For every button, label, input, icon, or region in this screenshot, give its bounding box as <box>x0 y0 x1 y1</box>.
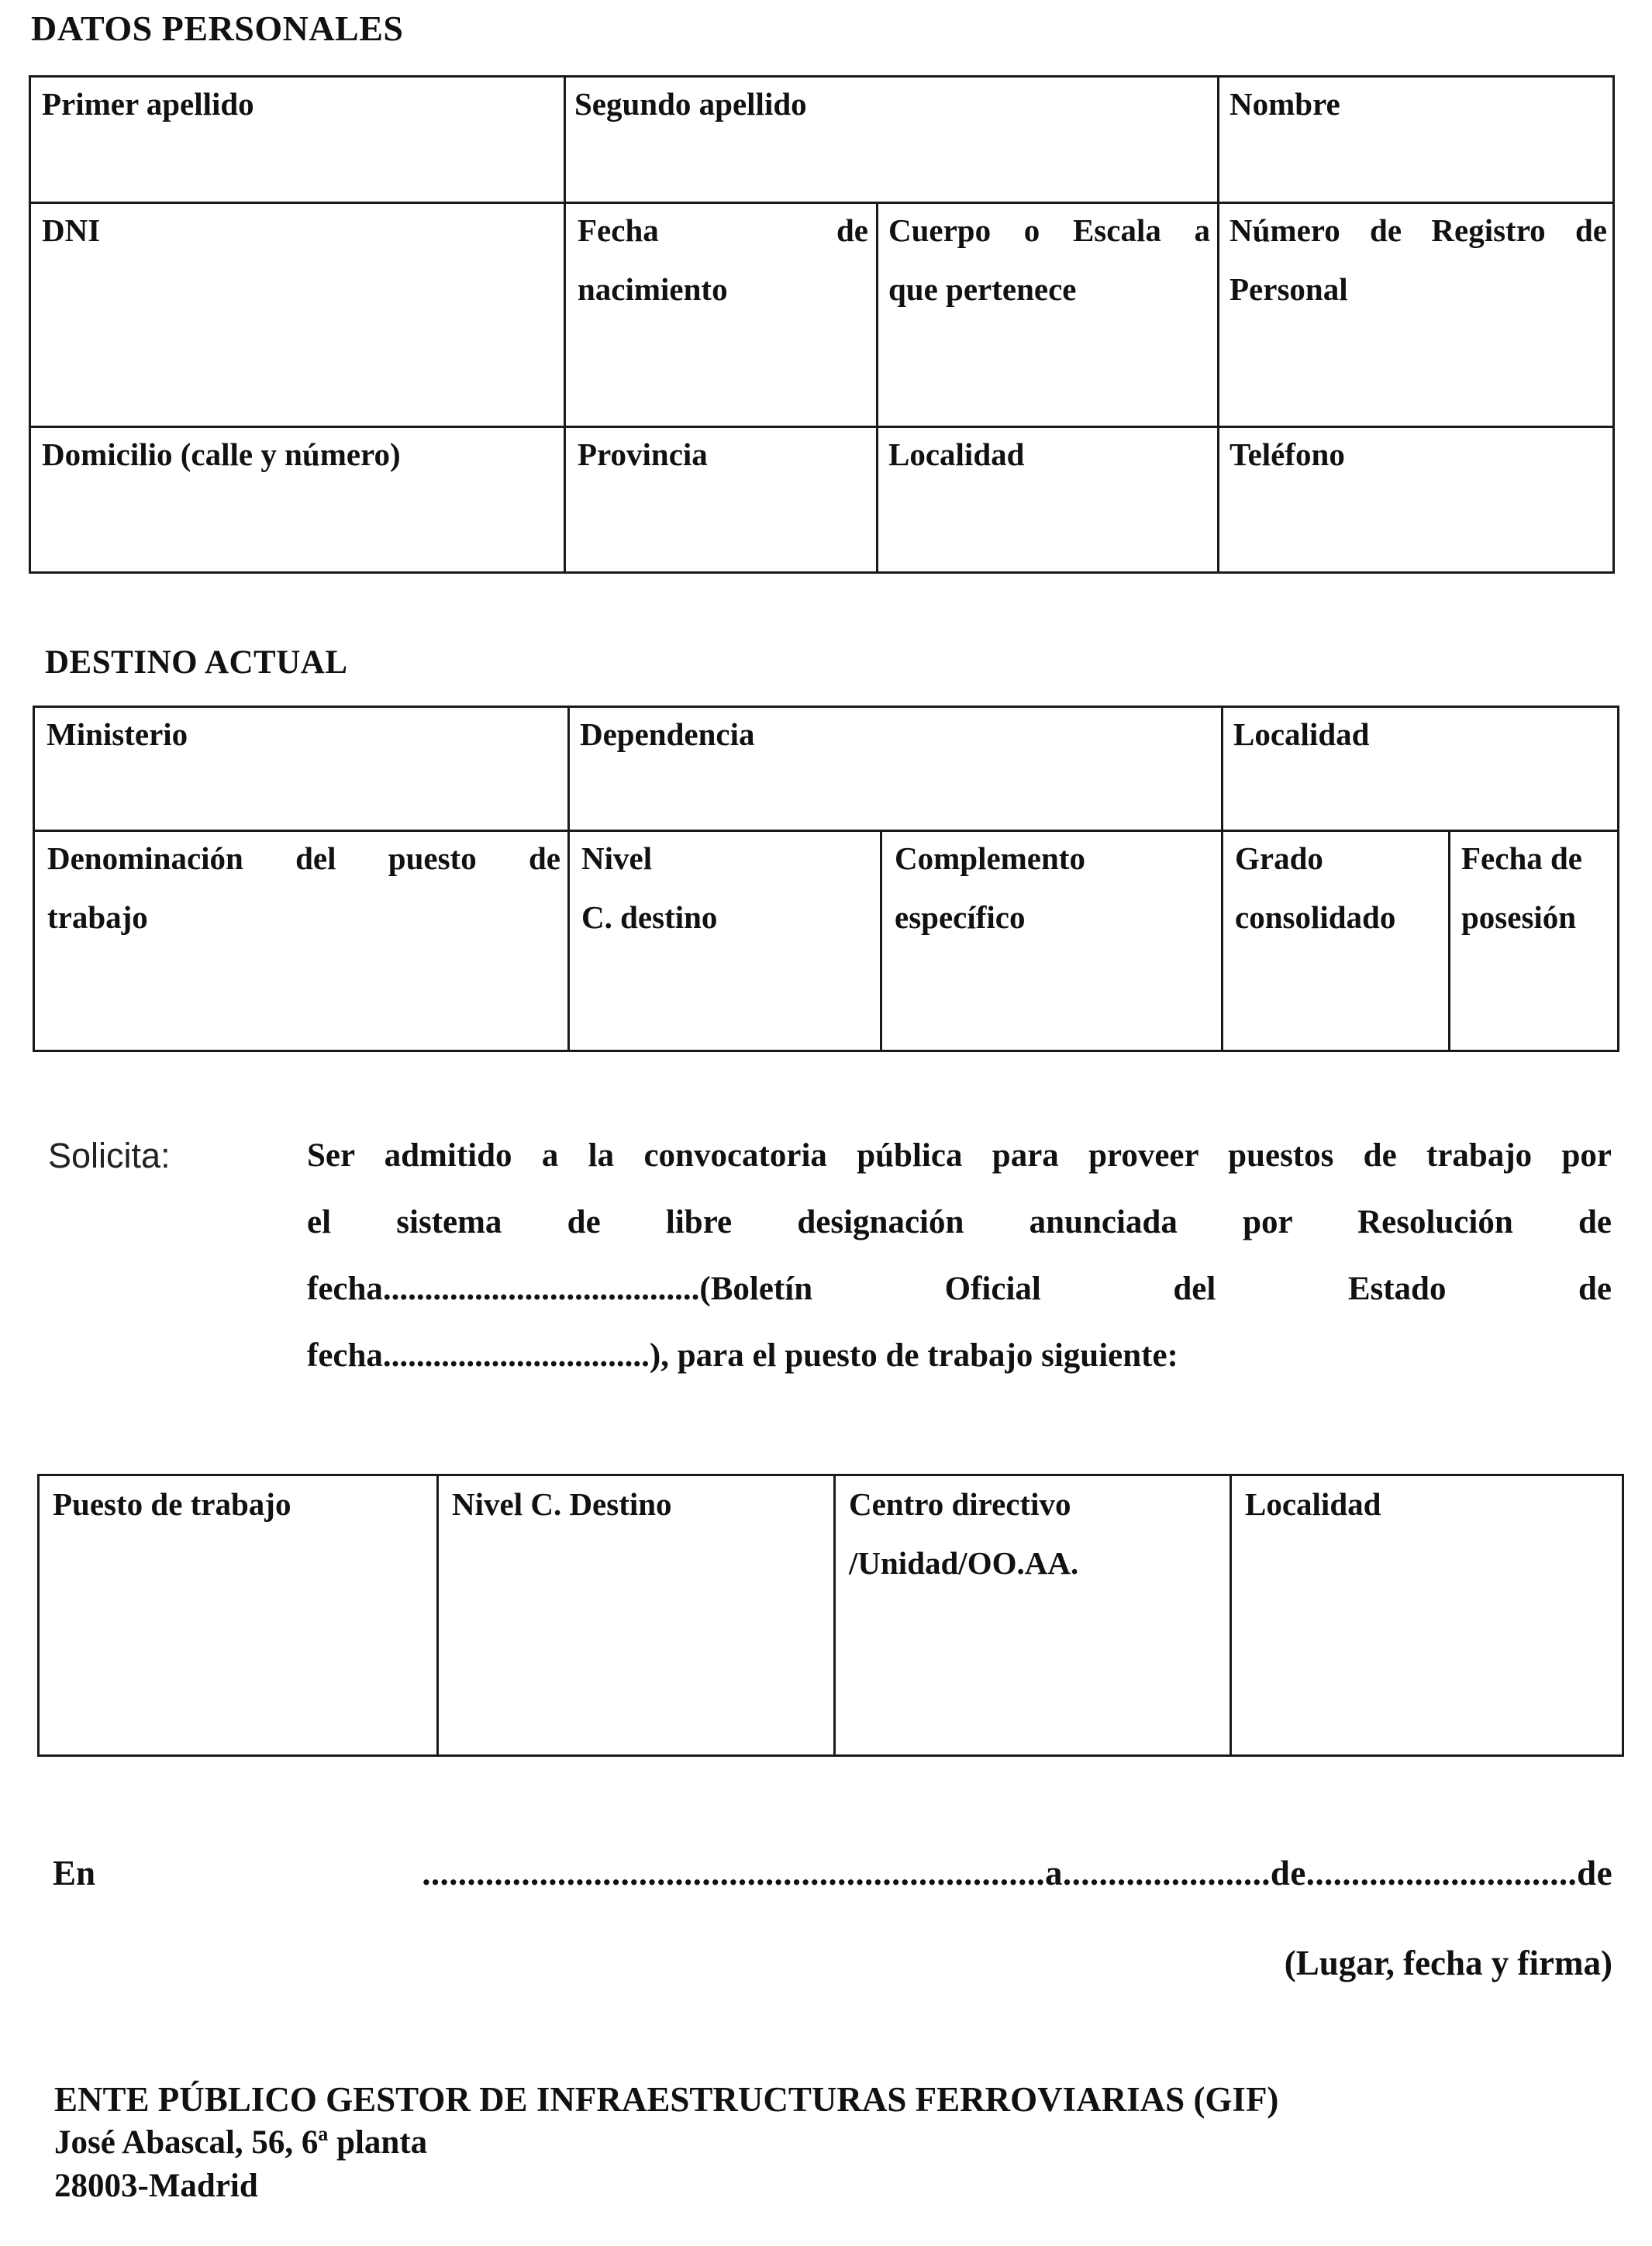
solicita-line-4: fecha................................), para el puesto de trabajo siguiente: <box>307 1337 1178 1374</box>
telefono-label: Teléfono <box>1230 436 1345 472</box>
nivel-label-2: C. destino <box>581 899 718 935</box>
puesto-trabajo-label: Puesto de trabajo <box>53 1486 291 1522</box>
nivel-c-destino-field[interactable] <box>567 830 882 1052</box>
grado-label-1: Grado <box>1235 840 1323 876</box>
nivel-c-destino-solicitado-label: Nivel C. Destino <box>452 1486 672 1522</box>
segundo-apellido-label: Segundo apellido <box>574 86 807 122</box>
puesto-trabajo-field[interactable] <box>37 1474 439 1757</box>
grado-consolidado-field[interactable] <box>1221 830 1450 1052</box>
primer-apellido-field[interactable] <box>29 75 566 204</box>
footer-city: 28003-Madrid <box>54 2168 258 2204</box>
dni-label: DNI <box>42 212 101 248</box>
section-title-datos-personales: DATOS PERSONALES <box>31 9 404 48</box>
localidad-actual-label: Localidad <box>1233 716 1370 752</box>
localidad-actual-field[interactable] <box>1221 706 1619 832</box>
solicita-line-1: Ser admitido a la convocatoria pública para proveer puestos de trabajo por <box>307 1137 1612 1174</box>
denominacion-puesto-field[interactable] <box>33 830 570 1052</box>
denominacion-puesto-label-2: trabajo <box>47 899 148 935</box>
fecha-posesion-label-2: posesión <box>1461 899 1577 935</box>
provincia-field[interactable] <box>564 426 878 574</box>
localidad-field[interactable] <box>876 426 1219 574</box>
ministerio-label: Ministerio <box>47 716 188 752</box>
lugar-fecha-line[interactable]: .....................................................................a.......................de..............................de <box>422 1854 1612 1892</box>
centro-directivo-label-1: Centro directivo <box>849 1486 1071 1522</box>
nivel-c-destino-solicitado-field[interactable] <box>436 1474 836 1757</box>
solicita-line-3: fecha......................................(Boletín Oficial del Estado de <box>307 1271 1612 1307</box>
fecha-nacimiento-field[interactable] <box>564 202 878 428</box>
cuerpo-escala-label-2: que pertenece <box>888 271 1077 307</box>
segundo-apellido-field[interactable] <box>564 75 1219 204</box>
fecha-nacimiento-label-2: de <box>836 212 868 248</box>
footer-organization: ENTE PÚBLICO GESTOR DE INFRAESTRUCTURAS FERROVIARIAS (GIF) <box>54 2080 1279 2119</box>
dni-field[interactable] <box>29 202 566 428</box>
centro-directivo-label-2: /Unidad/OO.AA. <box>849 1545 1079 1581</box>
numero-registro-label-2: Personal <box>1230 271 1348 307</box>
fecha-posesion-label-1: Fecha de <box>1461 840 1582 876</box>
solicita-line-2: el sistema de libre designación anunciada por Resolución de <box>307 1204 1612 1240</box>
dependencia-label: Dependencia <box>580 716 755 752</box>
complemento-label-1: Complemento <box>895 840 1085 876</box>
telefono-field[interactable] <box>1217 426 1615 574</box>
localidad-solicitada-label: Localidad <box>1245 1486 1381 1522</box>
numero-registro-label-1: Número de Registro de <box>1230 212 1607 248</box>
primer-apellido-label: Primer apellido <box>42 86 254 122</box>
localidad-solicitada-field[interactable] <box>1230 1474 1624 1757</box>
denominacion-puesto-label-1: Denominación del puesto de <box>47 840 560 876</box>
solicita-paragraph <box>307 1123 1612 1389</box>
provincia-label: Provincia <box>578 436 708 472</box>
section-title-destino-actual: DESTINO ACTUAL <box>45 644 348 681</box>
firma-caption: (Lugar, fecha y firma) <box>1284 1944 1612 1982</box>
fecha-posesion-field[interactable] <box>1448 830 1619 1052</box>
nombre-field[interactable] <box>1217 75 1615 204</box>
complemento-especifico-field[interactable] <box>880 830 1223 1052</box>
grado-label-2: consolidado <box>1235 899 1396 935</box>
domicilio-field[interactable] <box>29 426 566 574</box>
nombre-label: Nombre <box>1230 86 1340 122</box>
complemento-label-2: específico <box>895 899 1026 935</box>
numero-registro-personal-field[interactable] <box>1217 202 1615 428</box>
centro-directivo-field[interactable] <box>833 1474 1232 1757</box>
firma-en-label: En <box>53 1854 96 1892</box>
domicilio-label: Domicilio (calle y número) <box>42 436 401 472</box>
nivel-label-1: Nivel <box>581 840 653 876</box>
cuerpo-escala-label-1: Cuerpo o Escala a <box>888 212 1210 248</box>
dependencia-field[interactable] <box>567 706 1223 832</box>
ministerio-field[interactable] <box>33 706 570 832</box>
localidad-label: Localidad <box>888 436 1025 472</box>
fecha-nacimiento-label-3: nacimiento <box>578 271 728 307</box>
solicita-label: Solicita: <box>48 1136 171 1175</box>
fecha-nacimiento-label-1: Fecha <box>578 212 659 248</box>
footer-address: José Abascal, 56, 6ª planta <box>54 2124 428 2161</box>
cuerpo-escala-field[interactable] <box>876 202 1219 428</box>
